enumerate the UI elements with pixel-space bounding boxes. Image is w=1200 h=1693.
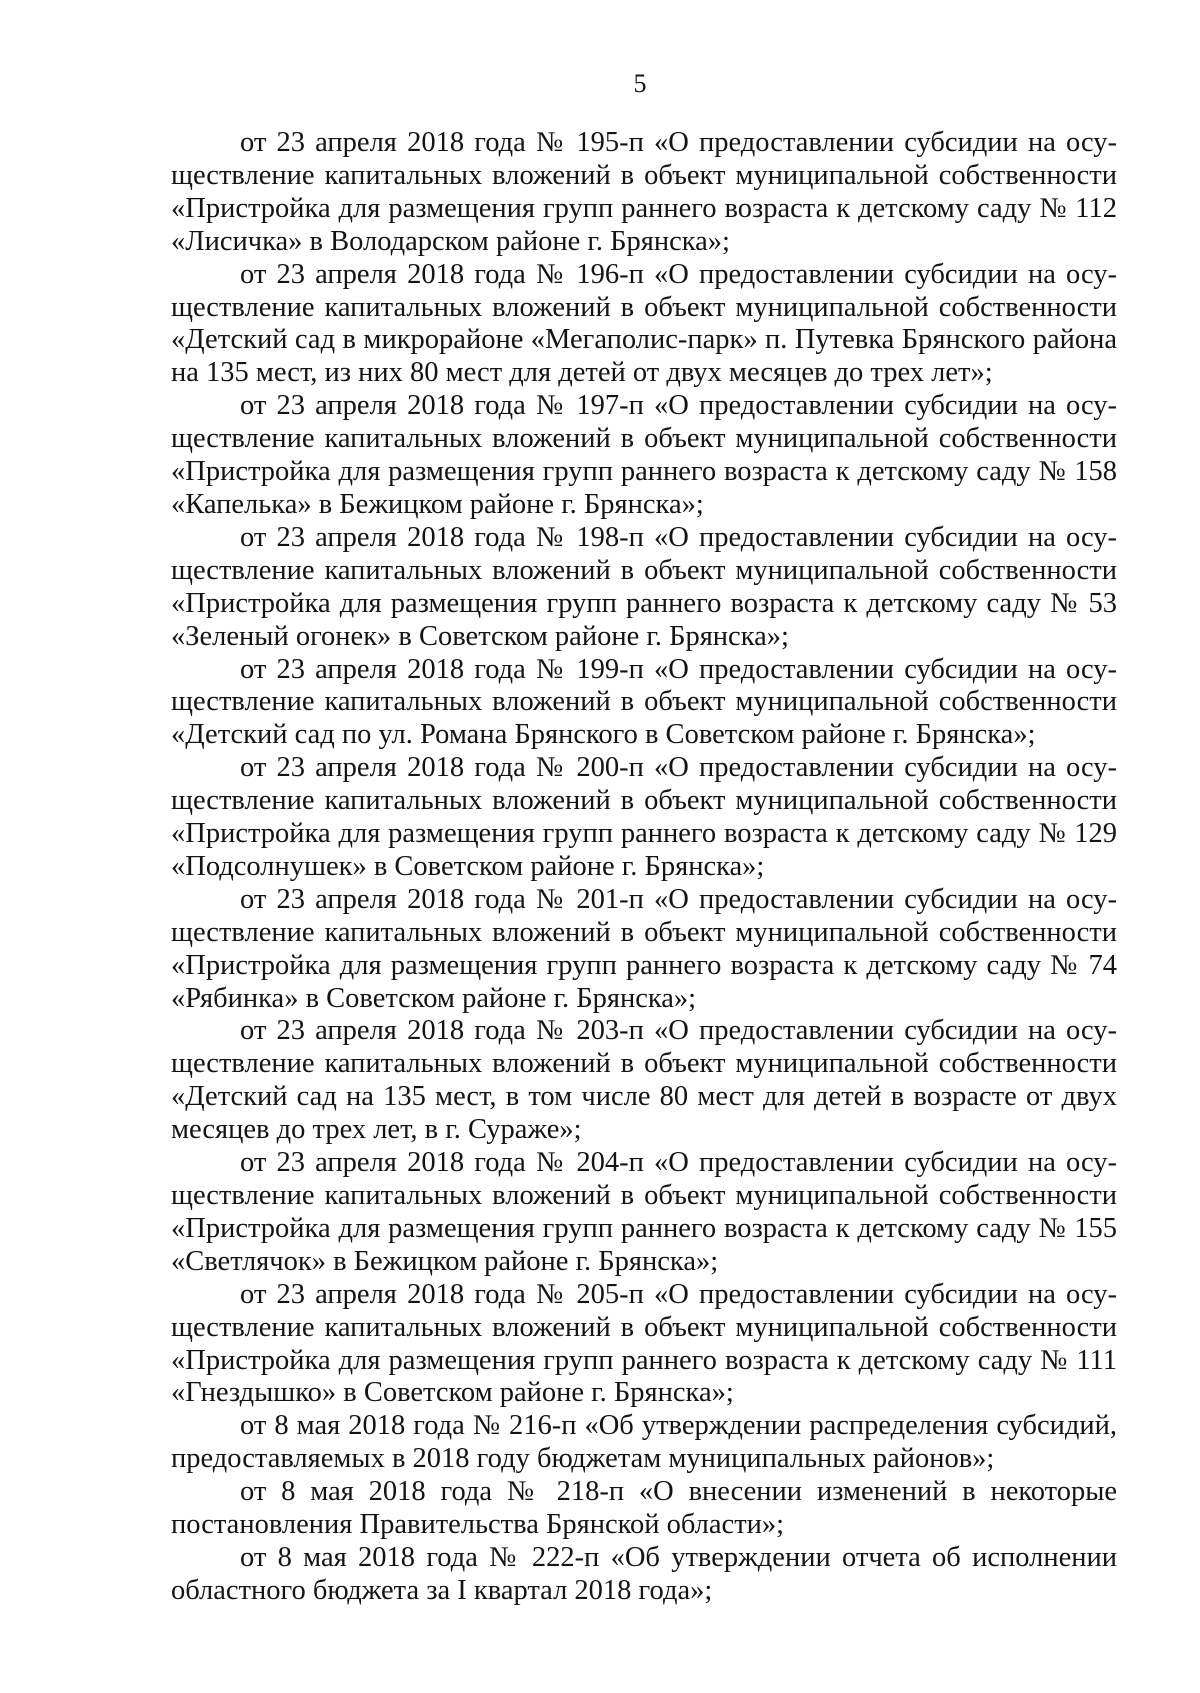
list-item-resolution-222: от 8 мая 2018 года № 222-п «Об утверждении отчета об исполнении областного бюджета за I квартал 2018 года»; [171, 1541, 1117, 1606]
list-item-resolution-205: от 23 апреля 2018 года № 205-п «О предоставлении субсидии на осуществление капитальных вложений в объект муниципальной собственности «Пристройка для размещения групп раннего возраста к детскому саду № 111 «Гнездышко» в Советском районе г. Брянска»; [171, 1278, 1117, 1409]
document-body [171, 127, 1117, 1608]
list-item-resolution-198: от 23 апреля 2018 года № 198-п «О предоставлении субсидии на осуществление капитальных вложений в объект муниципальной собственности «Пристройка для размещения групп раннего возраста к детскому саду № 53 «Зеленый огонек» в Советском районе г. Брянска»; [171, 521, 1117, 652]
list-item-resolution-204: от 23 апреля 2018 года № 204-п «О предоставлении субсидии на осуществление капитальных вложений в объект муниципальной собственности «Пристройка для размещения групп раннего возраста к детскому саду № 155 «Светлячок» в Бежицком районе г. Брянска»; [171, 1147, 1117, 1277]
list-item-resolution-201: от 23 апреля 2018 года № 201-п «О предоставлении субсидии на осуществление капитальных вложений в объект муниципальной собственности «Пристройка для размещения групп раннего возраста к детскому саду № 74 «Рябинка» в Советском районе г. Брянска»; [171, 883, 1117, 1014]
list-item-resolution-200: от 23 апреля 2018 года № 200-п «О предоставлении субсидии на осуществление капитальных вложений в объект муниципальной собственности «Пристройка для размещения групп раннего возраста к детскому саду № 129 «Подсолнушек» в Советском районе г. Брянска»; [171, 752, 1117, 882]
list-item-resolution-199: от 23 апреля 2018 года № 199-п «О предоставлении субсидии на осуществление капитальных вложений в объект муниципальной собственности «Детский сад по ул. Романа Брянского в Советском районе г. Брянска»; [171, 653, 1117, 751]
list-item-resolution-195: от 23 апреля 2018 года № 195-п «О предоставлении субсидии на осуществление капитальных вложений в объект муниципальной собственности «Пристройка для размещения групп раннего возраста к детскому саду № 112 «Лисичка» в Володарском районе г. Брянска»; [171, 127, 1117, 257]
list-item-resolution-203: от 23 апреля 2018 года № 203-п «О предоставлении субсидии на осуществление капитальных вложений в объект муниципальной собственности «Детский сад на 135 мест, в том числе 80 мест для детей в возрасте от двух месяцев до трех лет, в г. Сураже»; [171, 1015, 1117, 1146]
list-item-resolution-216: от 8 мая 2018 года № 216-п «Об утверждении распределения субсидий, предоставляемых в 2018 году бюджетам муниципальных районов»; [171, 1410, 1117, 1475]
list-item-resolution-197: от 23 апреля 2018 года № 197-п «О предоставлении субсидии на осуществление капитальных вложений в объект муниципальной собственности «Пристройка для размещения групп раннего возраста к детскому саду № 158 «Капелька» в Бежицком районе г. Брянска»; [171, 390, 1117, 520]
list-item-resolution-196: от 23 апреля 2018 года № 196-п «О предоставлении субсидии на осуществление капитальных вложений в объект муниципальной собственности «Детский сад в микрорайоне «Мегаполис-парк» п. Путевка Брянского района на 135 мест, из них 80 мест для детей от двух месяцев до трех лет»; [171, 258, 1117, 389]
list-item-resolution-218: от 8 мая 2018 года № 218-п «О внесении изменений в некоторые постановления Правительства Брянской области»; [171, 1476, 1117, 1541]
page-number: 5 [633, 69, 647, 98]
